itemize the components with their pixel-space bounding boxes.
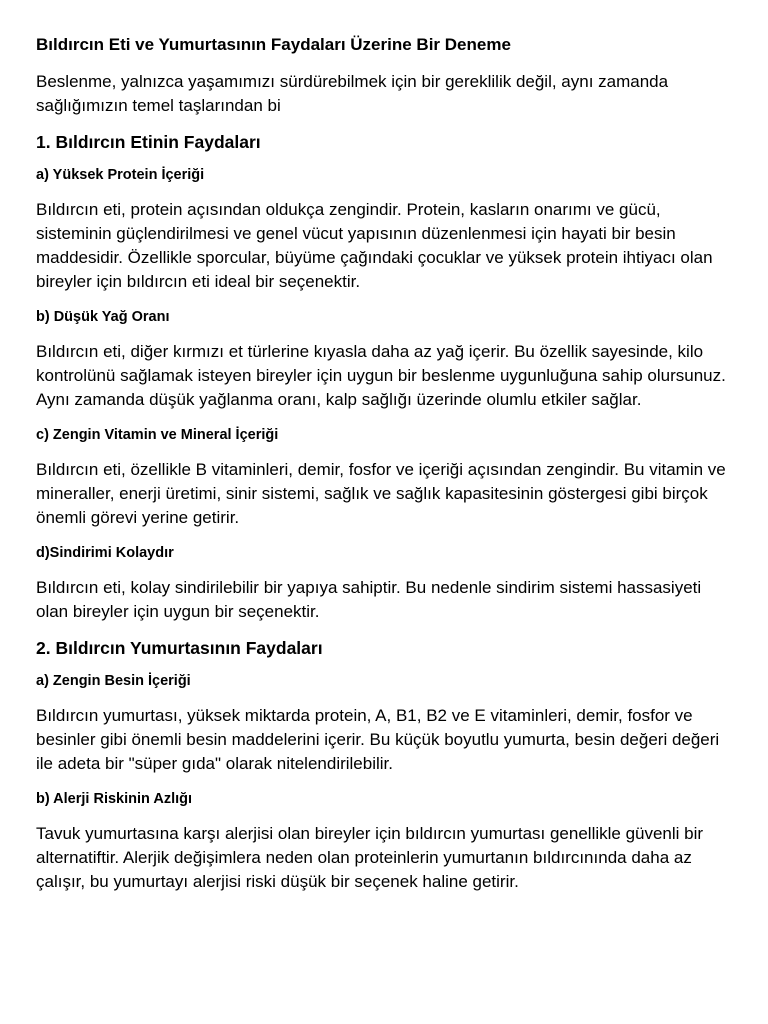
subsection-heading: b) Alerji Riskinin Azlığı (36, 791, 193, 807)
document-title: Bıldırcın Eti ve Yumurtasının Faydaları Üzerine Bir Deneme (36, 35, 511, 54)
subsection-paragraph: Bıldırcın eti, özellikle B vitaminleri, demir, fosfor ve içeriği açısından zengindir. Bu vitamin ve mineraller, enerji üretimi, sinir sistemi, sağlık ve sağlık kapasitesinin göstergesi gibi birçok önemli görevi yerine getirir. (36, 460, 726, 527)
subsection-heading: a) Zengin Besin İçeriği (36, 673, 191, 689)
section-heading: 1. Bıldırcın Etinin Faydaları (36, 132, 261, 152)
subsection-heading: d)Sindirimi Kolaydır (36, 545, 174, 561)
subsection-heading: c) Zengin Vitamin ve Mineral İçeriği (36, 427, 279, 443)
subsection-heading: a) Yüksek Protein İçeriği (36, 167, 205, 183)
subsection-paragraph: Bıldırcın yumurtası, yüksek miktarda protein, A, B1, B2 ve E vitaminleri, demir, fosfor ve besinler gibi önemli besin maddelerini içerir. Bu küçük boyutlu yumurta, besin değeri değeri ile adeta bir "süper gıda" olarak nitelendirilebilir. (36, 706, 720, 773)
section-egg-benefits (36, 637, 732, 894)
subsection-paragraph: Bıldırcın eti, protein açısından oldukça zengindir. Protein, kasların onarımı ve gücü, sisteminin güçlendirilmesi ve genel vücut yapısının düzenlenmesi için hayati bir besin maddesidir. Özellikle sporcular, büyüme çağındaki çocuklar ve yüksek protein ihtiyacı olan bireyler için bıldırcın eti ideal bir seçenektir. (36, 200, 713, 291)
section-meat-benefits (36, 131, 732, 624)
intro-paragraph: Beslenme, yalnızca yaşamımızı sürdürebilmek için bir gereklilik değil, aynı zamanda sağlığımızın temel taşlarından bi (36, 72, 669, 115)
subsection-paragraph: Bıldırcın eti, kolay sindirilebilir bir yapıya sahiptir. Bu nedenle sindirim sistemi hassasiyeti olan bireyler için uygun bir seçenektir. (36, 578, 702, 621)
subsection-paragraph: Tavuk yumurtasına karşı alerjisi olan bireyler için bıldırcın yumurtası genellikle güvenli bir alternatiftir. Alerjik değişimlera neden olan proteinlerin yumurtanın bıldırcınında daha az çalışır, bu yumurtayı alerjisi riski düşük bir seçenek haline getirir. (36, 824, 704, 891)
subsection-paragraph: Bıldırcın eti, diğer kırmızı et türlerine kıyasla daha az yağ içerir. Bu özellik sayesinde, kilo kontrolünü sağlamak isteyen bireyler için uygun bir beslenme uygunluğuna sahip olursunuz. Aynı zamanda düşük yağlanma oranı, kalp sağlığı üzerinde olumlu etkiler sağlar. (36, 342, 726, 409)
section-heading: 2. Bıldırcın Yumurtasının Faydaları (36, 638, 323, 658)
subsection-heading: b) Düşük Yağ Oranı (36, 309, 170, 325)
